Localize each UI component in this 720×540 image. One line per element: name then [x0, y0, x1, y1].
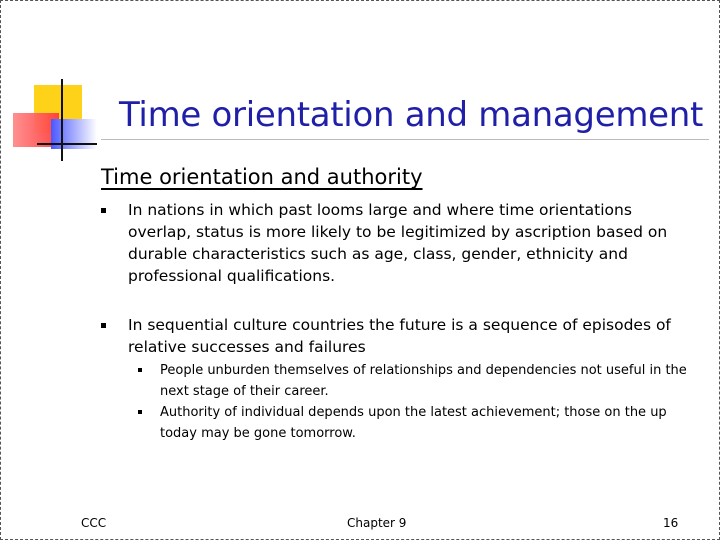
bullet-text: In sequential culture countries the future is a sequence of episodes of relative successes and failures	[128, 316, 671, 356]
footer-left: CCC	[81, 516, 107, 530]
footer-page-number: 16	[663, 516, 679, 530]
bullet-item	[101, 314, 691, 358]
bullet-item	[101, 199, 691, 287]
title-divider	[101, 139, 709, 140]
sub-bullet-text: Authority of individual depends upon the latest achievement; those on the up today may be gone tomorrow.	[160, 405, 667, 441]
sub-bullet-item	[138, 402, 703, 444]
sub-bullet-text: People unburden themselves of relationships and dependencies not useful in the next stage of their career.	[160, 363, 687, 399]
logo-vertical-line	[61, 79, 63, 161]
footer-chapter: Chapter 9	[347, 516, 407, 530]
bullet-square-icon	[101, 208, 106, 213]
bullet-text: In nations in which past looms large and where time orientations overlap, status is more likely to be legitimized by ascription based on durable characteristics such as age, class, gender, ethnicity and professional qualifications.	[128, 201, 668, 285]
slide-title: Time orientation and management	[119, 95, 704, 135]
section-heading: Time orientation and authority	[101, 165, 423, 189]
sub-bullet-item	[138, 360, 703, 402]
sub-bullet-square-icon	[138, 368, 142, 372]
logo-horizontal-line	[37, 143, 97, 145]
sub-bullet-square-icon	[138, 410, 142, 414]
bullet-square-icon	[101, 323, 106, 328]
